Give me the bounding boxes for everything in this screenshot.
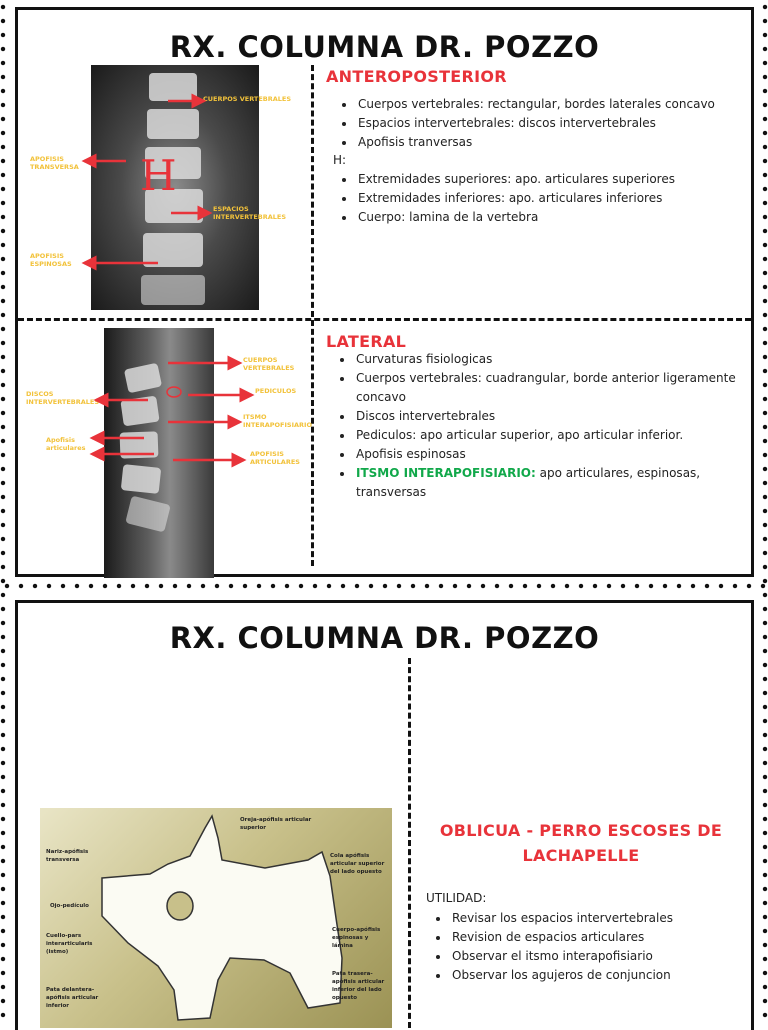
list-item: • Extremidades inferiores: apo. articulares inferiores (356, 189, 766, 208)
scottie-dog-diagram (40, 808, 392, 1028)
list-item: • Observar el itsmo interapofisiario (450, 947, 768, 966)
label-lat-discos: DISCOS INTERVERTEBRALES (26, 390, 100, 406)
label-cuerpos-vertebrales: CUERPOS VERTEBRALES (203, 95, 292, 103)
list-item: • Pediculos: apo articular superior, apo articular inferior. (354, 426, 739, 445)
heading-line-1: OBLICUA - PERRO ESCOSES DE (439, 821, 723, 840)
list-item: • Discos intervertebrales (354, 407, 739, 426)
right-dotted-border (762, 0, 768, 1024)
page-divider-dotted (0, 582, 768, 590)
label-lat-apofisis-articulares: Apofisis articulares (46, 436, 86, 452)
utilidad-label: UTILIDAD: (426, 891, 487, 905)
label-espacios-intervertebrales: ESPACIOS INTERVERTEBRALES (213, 205, 287, 221)
label-pata-delantera: Pata delantera-apófisis articular inferior (46, 987, 99, 1009)
heading-lateral: LATERAL (326, 332, 407, 351)
h-letter-mark: H (140, 151, 177, 200)
left-dotted-border (0, 0, 6, 1024)
list-item: • Cuerpo: lamina de la vertebra (356, 208, 766, 227)
lateral-list (332, 350, 739, 502)
heading-anteroposterior: ANTEROPOSTERIOR (326, 67, 507, 86)
list-item: • Apofisis espinosas (354, 445, 739, 464)
list-item: • Revision de espacios articulares (450, 928, 768, 947)
h-label: H: (333, 153, 347, 167)
heading-line-2: LACHAPELLE (522, 846, 640, 865)
label-lat-cuerpos: CUERPOS VERTEBRALES (243, 356, 295, 372)
list-item: • Curvaturas fisiologicas (354, 350, 739, 369)
card-title: RX. COLUMNA DR. POZZO (169, 621, 600, 655)
label-cola: Cola apófisis articular superior del lado opuesto (330, 853, 385, 875)
label-lat-itsmo: ITSMO INTERAPOFISIARIO (243, 413, 312, 429)
list-item: • Extremidades superiores: apo. articulares superiores (356, 170, 766, 189)
card-title: RX. COLUMNA DR. POZZO (169, 30, 600, 64)
card-oblicua (15, 600, 754, 1030)
heading-oblicua (416, 818, 746, 868)
label-cuello: Cuello-pars interarticularis (istmo) (46, 933, 93, 955)
list-item: • Observar los agujeros de conjuncion (450, 966, 768, 985)
list-item: • Revisar los espacios intervertebrales (450, 909, 768, 928)
label-apofisis-transversa: APOFISIS TRANSVERSA (30, 155, 79, 171)
list-item: • Cuerpos vertebrales: cuadrangular, borde anterior ligeramente concavo (354, 369, 739, 407)
label-ojo: Ojo-pedículo (50, 903, 89, 909)
label-cuerpo: Cuerpo-apófisis espinosas y lámina (332, 927, 381, 949)
oblicua-list (428, 909, 768, 985)
card-ap-lateral (15, 7, 754, 577)
label-lat-apofisis-articulares-2: APOFISIS ARTICULARES (250, 450, 300, 466)
itsmo-text: apo articulares, espinosas, transversas (356, 466, 701, 499)
list-item-itsmo (354, 464, 739, 502)
label-oreja: Oreja-apófisis articular superior (240, 817, 312, 831)
label-pata-trasera: Pata trasera-apófisis articular inferior del lado opuesto (332, 971, 385, 1001)
label-nariz: Nariz-apófisis transversa (46, 849, 89, 863)
vertical-divider (408, 658, 411, 1028)
label-lat-pediculos: PEDICULOS (255, 387, 297, 395)
itsmo-label: ITSMO INTERAPOFISIARIO: (356, 466, 536, 480)
list-item: • Apofisis tranversas (356, 133, 766, 152)
list-item: • Cuerpos vertebrales: rectangular, bordes laterales concavo (356, 95, 766, 114)
list-item: • Espacios intervertebrales: discos intervertebrales (356, 114, 766, 133)
label-apofisis-espinosas: APOFISIS ESPINOSAS (30, 252, 72, 268)
